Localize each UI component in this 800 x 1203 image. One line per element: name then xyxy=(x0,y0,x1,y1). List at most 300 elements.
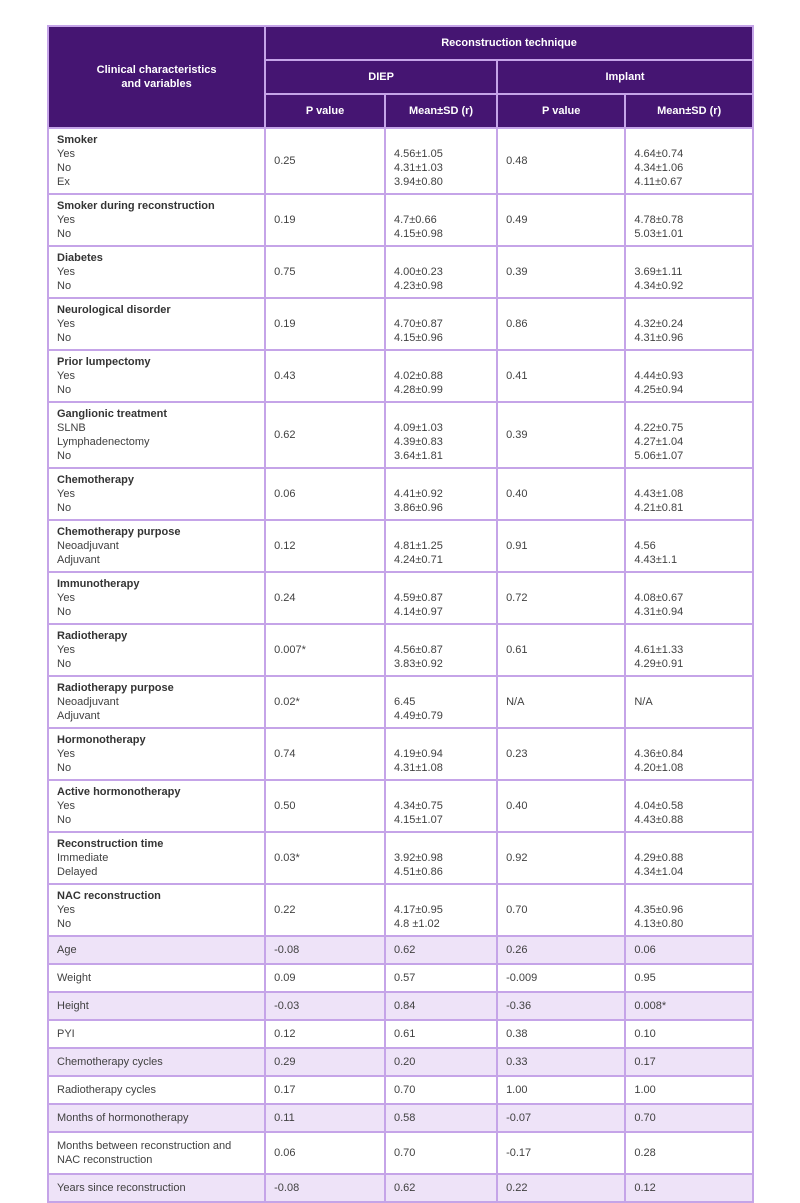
row-item-label: Yes xyxy=(57,800,75,812)
table-row xyxy=(48,1132,753,1174)
cell-value: 4.78±0.78 xyxy=(634,214,684,226)
table-row xyxy=(48,676,753,728)
diep-p-cell xyxy=(265,194,385,246)
cell-value: 0.49 xyxy=(506,214,528,226)
spacer-line xyxy=(394,133,488,147)
diep-mean-cell xyxy=(385,298,497,350)
diep-p-cell xyxy=(265,350,385,402)
cell-value: 0.62 xyxy=(393,1182,416,1194)
row-item-label: No xyxy=(57,384,72,396)
cell-value: 0.25 xyxy=(274,155,296,167)
row-label-cell xyxy=(48,1104,265,1132)
row-item-label: Delayed xyxy=(57,866,98,878)
cell-value: 4.17±0.95 xyxy=(393,904,443,916)
spacer-line xyxy=(634,525,744,539)
header-implant-p-value: P value xyxy=(497,94,625,128)
cell-value: 0.06 xyxy=(634,944,656,956)
row-item-label: Yes xyxy=(57,318,75,330)
diep-mean-cell xyxy=(385,350,497,402)
cell-value: 0.62 xyxy=(393,944,416,956)
implant-mean-cell xyxy=(625,1020,753,1048)
table-row xyxy=(48,246,753,298)
row-label-cell xyxy=(48,676,265,728)
spacer-line xyxy=(394,681,488,695)
row-item-label: No xyxy=(57,332,72,344)
spacer-line xyxy=(394,303,488,317)
implant-mean-cell xyxy=(625,1104,753,1132)
diep-p-cell xyxy=(265,1174,385,1202)
cell-value: 0.40 xyxy=(506,800,528,812)
row-title: Ganglionic treatment xyxy=(57,408,168,420)
implant-mean-cell xyxy=(625,676,753,728)
implant-mean-cell xyxy=(625,624,753,676)
implant-p-cell xyxy=(497,992,625,1020)
header-diep-mean-sd: Mean±SD (r) xyxy=(385,94,497,128)
cell-value: 0.17 xyxy=(274,1084,296,1096)
row-title: Years since reconstruction xyxy=(57,1182,186,1194)
header-clinical-characteristics xyxy=(48,26,265,128)
cell-value: 1.00 xyxy=(634,1084,656,1096)
cell-value: 4.31±0.96 xyxy=(634,332,684,344)
implant-p-cell xyxy=(497,350,625,402)
implant-mean-cell xyxy=(625,402,753,468)
cell-value: N/A xyxy=(634,696,653,708)
implant-p-cell xyxy=(497,964,625,992)
diep-mean-cell xyxy=(385,1174,497,1202)
implant-p-cell xyxy=(497,246,625,298)
cell-value: -0.17 xyxy=(506,1147,532,1159)
cell-value: 0.39 xyxy=(506,429,528,441)
spacer-line xyxy=(634,889,744,903)
row-item-label: Neoadjuvant xyxy=(57,696,119,708)
implant-mean-cell xyxy=(625,128,753,194)
cell-value: 0.11 xyxy=(274,1112,295,1124)
cell-value: 0.48 xyxy=(506,155,528,167)
spacer-line xyxy=(634,837,744,851)
cell-value: 0.26 xyxy=(506,944,528,956)
table-row xyxy=(48,1104,753,1132)
cell-value: 0.22 xyxy=(506,1182,528,1194)
header-label-line2: and variables xyxy=(121,78,192,90)
cell-value: 0.03* xyxy=(274,852,300,864)
cell-value: 0.86 xyxy=(506,318,528,330)
cell-value: 3.64±1.81 xyxy=(393,450,443,462)
cell-value: 4.61±1.33 xyxy=(634,644,684,656)
cell-value: 0.007* xyxy=(274,644,306,656)
row-label-cell xyxy=(48,468,265,520)
cell-value: -0.08 xyxy=(274,944,300,956)
diep-p-cell xyxy=(265,624,385,676)
cell-value: 4.21±0.81 xyxy=(634,502,684,514)
cell-value: 4.34±0.75 xyxy=(393,800,443,812)
cell-value: 0.50 xyxy=(274,800,296,812)
row-title: Height xyxy=(57,1000,89,1012)
diep-p-cell xyxy=(265,246,385,298)
diep-mean-cell xyxy=(385,246,497,298)
implant-mean-cell xyxy=(625,194,753,246)
implant-p-cell xyxy=(497,298,625,350)
cell-value: 0.008* xyxy=(634,1000,667,1012)
cell-value: 0.09 xyxy=(274,972,296,984)
cell-value: 3.86±0.96 xyxy=(393,502,443,514)
row-item-label: No xyxy=(57,762,72,774)
cell-value: 4.14±0.97 xyxy=(393,606,443,618)
row-title: Diabetes xyxy=(57,252,103,264)
row-item-label: Immediate xyxy=(57,852,109,864)
diep-p-cell xyxy=(265,964,385,992)
diep-p-cell xyxy=(265,832,385,884)
cell-value: 4.15±0.96 xyxy=(393,332,443,344)
cell-value: 0.95 xyxy=(634,972,656,984)
table-row xyxy=(48,128,753,194)
spacer-line xyxy=(634,473,744,487)
diep-p-cell xyxy=(265,1132,385,1174)
diep-mean-cell xyxy=(385,832,497,884)
cell-value: 0.19 xyxy=(274,214,296,226)
cell-value: 0.19 xyxy=(274,318,296,330)
row-item-label: Lymphadenectomy xyxy=(57,436,150,448)
table-row xyxy=(48,780,753,832)
implant-mean-cell xyxy=(625,1076,753,1104)
diep-p-cell xyxy=(265,402,385,468)
cell-value: 0.06 xyxy=(274,1147,296,1159)
spacer-line xyxy=(394,251,488,265)
table-row xyxy=(48,1020,753,1048)
row-title: Radiotherapy purpose xyxy=(57,682,174,694)
cell-value: 4.29±0.88 xyxy=(634,852,684,864)
row-label-cell xyxy=(48,780,265,832)
implant-mean-cell xyxy=(625,1132,753,1174)
diep-mean-cell xyxy=(385,1048,497,1076)
cell-value: 0.41 xyxy=(506,370,528,382)
implant-p-cell xyxy=(497,936,625,964)
row-label-cell xyxy=(48,298,265,350)
cell-value: 0.70 xyxy=(393,1084,416,1096)
cell-value: 4.24±0.71 xyxy=(393,554,443,566)
cell-value: 4.00±0.23 xyxy=(393,266,443,278)
row-item-label: No xyxy=(57,502,72,514)
table-row xyxy=(48,992,753,1020)
implant-p-cell xyxy=(497,884,625,936)
cell-value: 4.39±0.83 xyxy=(393,436,443,448)
cell-value: 0.74 xyxy=(274,748,296,760)
cell-value: 0.70 xyxy=(393,1147,416,1159)
cell-value: 0.40 xyxy=(506,488,528,500)
spacer-line xyxy=(634,251,744,265)
table-row xyxy=(48,1048,753,1076)
row-title: Radiotherapy cycles xyxy=(57,1084,157,1096)
cell-value: 4.35±0.96 xyxy=(634,904,684,916)
row-title: Chemotherapy xyxy=(57,474,135,486)
row-label-cell xyxy=(48,402,265,468)
diep-p-cell xyxy=(265,992,385,1020)
cell-value: 0.17 xyxy=(634,1056,656,1068)
row-item-label: Yes xyxy=(57,904,75,916)
cell-value: 4.08±0.67 xyxy=(634,592,684,604)
spacer-line xyxy=(634,133,744,147)
implant-p-cell xyxy=(497,1104,625,1132)
cell-value: 4.31±0.94 xyxy=(634,606,684,618)
diep-p-cell xyxy=(265,676,385,728)
diep-mean-cell xyxy=(385,936,497,964)
diep-mean-cell xyxy=(385,402,497,468)
cell-value: 3.69±1.11 xyxy=(634,266,683,278)
diep-mean-cell xyxy=(385,520,497,572)
table-row xyxy=(48,1174,753,1202)
diep-mean-cell xyxy=(385,624,497,676)
diep-mean-cell xyxy=(385,194,497,246)
row-label-cell xyxy=(48,194,265,246)
implant-mean-cell xyxy=(625,964,753,992)
table-row xyxy=(48,402,753,468)
cell-value: 4.31±1.03 xyxy=(393,162,443,174)
header-group-diep: DIEP xyxy=(265,60,497,94)
diep-mean-cell xyxy=(385,728,497,780)
diep-p-cell xyxy=(265,728,385,780)
implant-mean-cell xyxy=(625,1174,753,1202)
cell-value: 0.12 xyxy=(274,540,296,552)
cell-value: 0.24 xyxy=(274,592,296,604)
row-item-label: Yes xyxy=(57,214,75,226)
row-label-cell xyxy=(48,1132,265,1174)
row-label-cell xyxy=(48,520,265,572)
implant-mean-cell xyxy=(625,520,753,572)
row-label-cell xyxy=(48,832,265,884)
diep-p-cell xyxy=(265,936,385,964)
cell-value: 4.02±0.88 xyxy=(393,370,443,382)
row-item-label: No xyxy=(57,606,72,618)
diep-mean-cell xyxy=(385,1104,497,1132)
row-title: Months of hormonotherapy xyxy=(57,1112,189,1124)
row-title: PYI xyxy=(57,1028,75,1040)
spacer-line xyxy=(394,407,488,421)
header-reconstruction-technique: Reconstruction technique xyxy=(265,26,753,60)
row-item-label: Yes xyxy=(57,592,75,604)
cell-value: 4.81±1.25 xyxy=(393,540,443,552)
row-title: Age xyxy=(57,944,77,956)
cell-value: -0.009 xyxy=(506,972,538,984)
row-item-label: Yes xyxy=(57,644,75,656)
row-item-label: No xyxy=(57,450,72,462)
row-label-cell xyxy=(48,1048,265,1076)
row-title: Reconstruction time xyxy=(57,838,164,850)
cell-value: 0.91 xyxy=(506,540,528,552)
row-item-label: No xyxy=(57,658,72,670)
cell-value: 4.25±0.94 xyxy=(634,384,684,396)
cell-value: 0.23 xyxy=(506,748,528,760)
cell-value: 5.06±1.07 xyxy=(634,450,684,462)
diep-p-cell xyxy=(265,468,385,520)
cell-value: 1.00 xyxy=(506,1084,528,1096)
cell-value: 0.29 xyxy=(274,1056,296,1068)
table-row xyxy=(48,1076,753,1104)
cell-value: 0.72 xyxy=(506,592,528,604)
header-diep-p-value: P value xyxy=(265,94,385,128)
cell-value: 4.70±0.87 xyxy=(393,318,443,330)
diep-p-cell xyxy=(265,572,385,624)
spacer-line xyxy=(634,733,744,747)
cell-value: 4.43±1.08 xyxy=(634,488,684,500)
cell-value: 4.34±1.04 xyxy=(634,866,684,878)
implant-p-cell xyxy=(497,468,625,520)
table-row xyxy=(48,520,753,572)
cell-value: 0.61 xyxy=(393,1028,416,1040)
header-group-implant: Implant xyxy=(497,60,753,94)
row-item-label: Yes xyxy=(57,148,75,160)
table-body xyxy=(48,128,753,1202)
implant-p-cell xyxy=(497,572,625,624)
table-row xyxy=(48,350,753,402)
table-row xyxy=(48,298,753,350)
diep-mean-cell xyxy=(385,572,497,624)
spacer-line xyxy=(634,785,744,799)
diep-p-cell xyxy=(265,1048,385,1076)
row-item-label: No xyxy=(57,228,72,240)
diep-p-cell xyxy=(265,1104,385,1132)
row-label-cell xyxy=(48,350,265,402)
cell-value: 3.92±0.98 xyxy=(393,852,443,864)
spacer-line xyxy=(394,355,488,369)
cell-value: 4.36±0.84 xyxy=(634,748,684,760)
row-label-cell xyxy=(48,572,265,624)
row-title: Smoker during reconstruction xyxy=(57,200,215,212)
cell-value: 4.11±0.67 xyxy=(634,176,683,188)
row-item-label: Ex xyxy=(57,176,70,188)
implant-p-cell xyxy=(497,832,625,884)
cell-value: 0.43 xyxy=(274,370,296,382)
cell-value: 4.49±0.79 xyxy=(393,710,443,722)
diep-p-cell xyxy=(265,780,385,832)
diep-p-cell xyxy=(265,884,385,936)
implant-p-cell xyxy=(497,1048,625,1076)
cell-value: 4.43±1.1 xyxy=(634,554,678,566)
cell-value: 0.10 xyxy=(634,1028,656,1040)
table-row xyxy=(48,832,753,884)
cell-value: 4.31±1.08 xyxy=(393,762,443,774)
row-title: Chemotherapy purpose xyxy=(57,526,181,538)
cell-value: 0.06 xyxy=(274,488,296,500)
row-item-label: No xyxy=(57,280,72,292)
cell-value: 0.92 xyxy=(506,852,528,864)
row-label-cell xyxy=(48,936,265,964)
row-item-label: Adjuvant xyxy=(57,554,100,566)
row-title: Radiotherapy xyxy=(57,630,128,642)
cell-value: 0.38 xyxy=(506,1028,528,1040)
spacer-line xyxy=(394,525,488,539)
diep-p-cell xyxy=(265,1076,385,1104)
cell-value: -0.08 xyxy=(274,1182,300,1194)
table-row xyxy=(48,194,753,246)
spacer-line xyxy=(394,577,488,591)
diep-mean-cell xyxy=(385,780,497,832)
spacer-line xyxy=(394,733,488,747)
cell-value: 0.70 xyxy=(634,1112,656,1124)
spacer-line xyxy=(634,577,744,591)
cell-value: 0.70 xyxy=(506,904,528,916)
cell-value: 4.22±0.75 xyxy=(634,422,684,434)
cell-value: 0.62 xyxy=(274,429,296,441)
row-item-label: Yes xyxy=(57,370,75,382)
spacer-line xyxy=(634,355,744,369)
row-title: Smoker xyxy=(57,134,98,146)
implant-mean-cell xyxy=(625,246,753,298)
row-item-label: Yes xyxy=(57,266,75,278)
diep-p-cell xyxy=(265,1020,385,1048)
clinical-characteristics-table xyxy=(47,25,754,1203)
cell-value: 4.27±1.04 xyxy=(634,436,684,448)
row-item-label: No xyxy=(57,162,72,174)
table-header xyxy=(48,26,753,128)
diep-mean-cell xyxy=(385,992,497,1020)
cell-value: 0.12 xyxy=(274,1028,296,1040)
cell-value: 4.56±1.05 xyxy=(393,148,443,160)
cell-value: 5.03±1.01 xyxy=(634,228,684,240)
implant-p-cell xyxy=(497,728,625,780)
implant-mean-cell xyxy=(625,992,753,1020)
implant-mean-cell xyxy=(625,884,753,936)
table-row xyxy=(48,884,753,936)
row-item-label: No xyxy=(57,814,72,826)
cell-value: 0.20 xyxy=(393,1056,416,1068)
table-row xyxy=(48,964,753,992)
row-label-cell xyxy=(48,624,265,676)
table-row xyxy=(48,468,753,520)
implant-p-cell xyxy=(497,520,625,572)
cell-value: 0.84 xyxy=(393,1000,416,1012)
diep-p-cell xyxy=(265,128,385,194)
cell-value: 0.61 xyxy=(506,644,528,656)
cell-value: 4.56 xyxy=(634,540,656,552)
implant-mean-cell xyxy=(625,936,753,964)
cell-value: 0.33 xyxy=(506,1056,528,1068)
cell-value: 0.57 xyxy=(393,972,416,984)
spacer-line xyxy=(394,837,488,851)
cell-value: 4.28±0.99 xyxy=(393,384,443,396)
row-label-cell xyxy=(48,246,265,298)
spacer-line xyxy=(394,473,488,487)
spacer-line xyxy=(394,629,488,643)
cell-value: 0.39 xyxy=(506,266,528,278)
header-label-line1: Clinical characteristics xyxy=(96,64,217,76)
implant-p-cell xyxy=(497,1132,625,1174)
row-label-cell xyxy=(48,128,265,194)
implant-p-cell xyxy=(497,1076,625,1104)
implant-mean-cell xyxy=(625,1048,753,1076)
cell-value: 3.94±0.80 xyxy=(393,176,443,188)
cell-value: 4.34±1.06 xyxy=(634,162,684,174)
cell-value: 4.15±0.98 xyxy=(393,228,443,240)
implant-mean-cell xyxy=(625,468,753,520)
cell-value: 4.13±0.80 xyxy=(634,918,684,930)
cell-value: 4.56±0.87 xyxy=(393,644,443,656)
cell-value: N/A xyxy=(506,696,525,708)
cell-value: 0.12 xyxy=(634,1182,656,1194)
cell-value: 0.02* xyxy=(274,696,300,708)
implant-p-cell xyxy=(497,194,625,246)
implant-mean-cell xyxy=(625,832,753,884)
row-title: Active hormonotherapy xyxy=(57,786,181,798)
cell-value: 4.59±0.87 xyxy=(393,592,443,604)
diep-p-cell xyxy=(265,298,385,350)
diep-mean-cell xyxy=(385,884,497,936)
diep-mean-cell xyxy=(385,468,497,520)
header-implant-mean-sd: Mean±SD (r) xyxy=(625,94,753,128)
row-title: Neurological disorder xyxy=(57,304,171,316)
implant-p-cell xyxy=(497,780,625,832)
cell-value: 4.32±0.24 xyxy=(634,318,684,330)
table-row xyxy=(48,624,753,676)
spacer-line xyxy=(634,407,744,421)
